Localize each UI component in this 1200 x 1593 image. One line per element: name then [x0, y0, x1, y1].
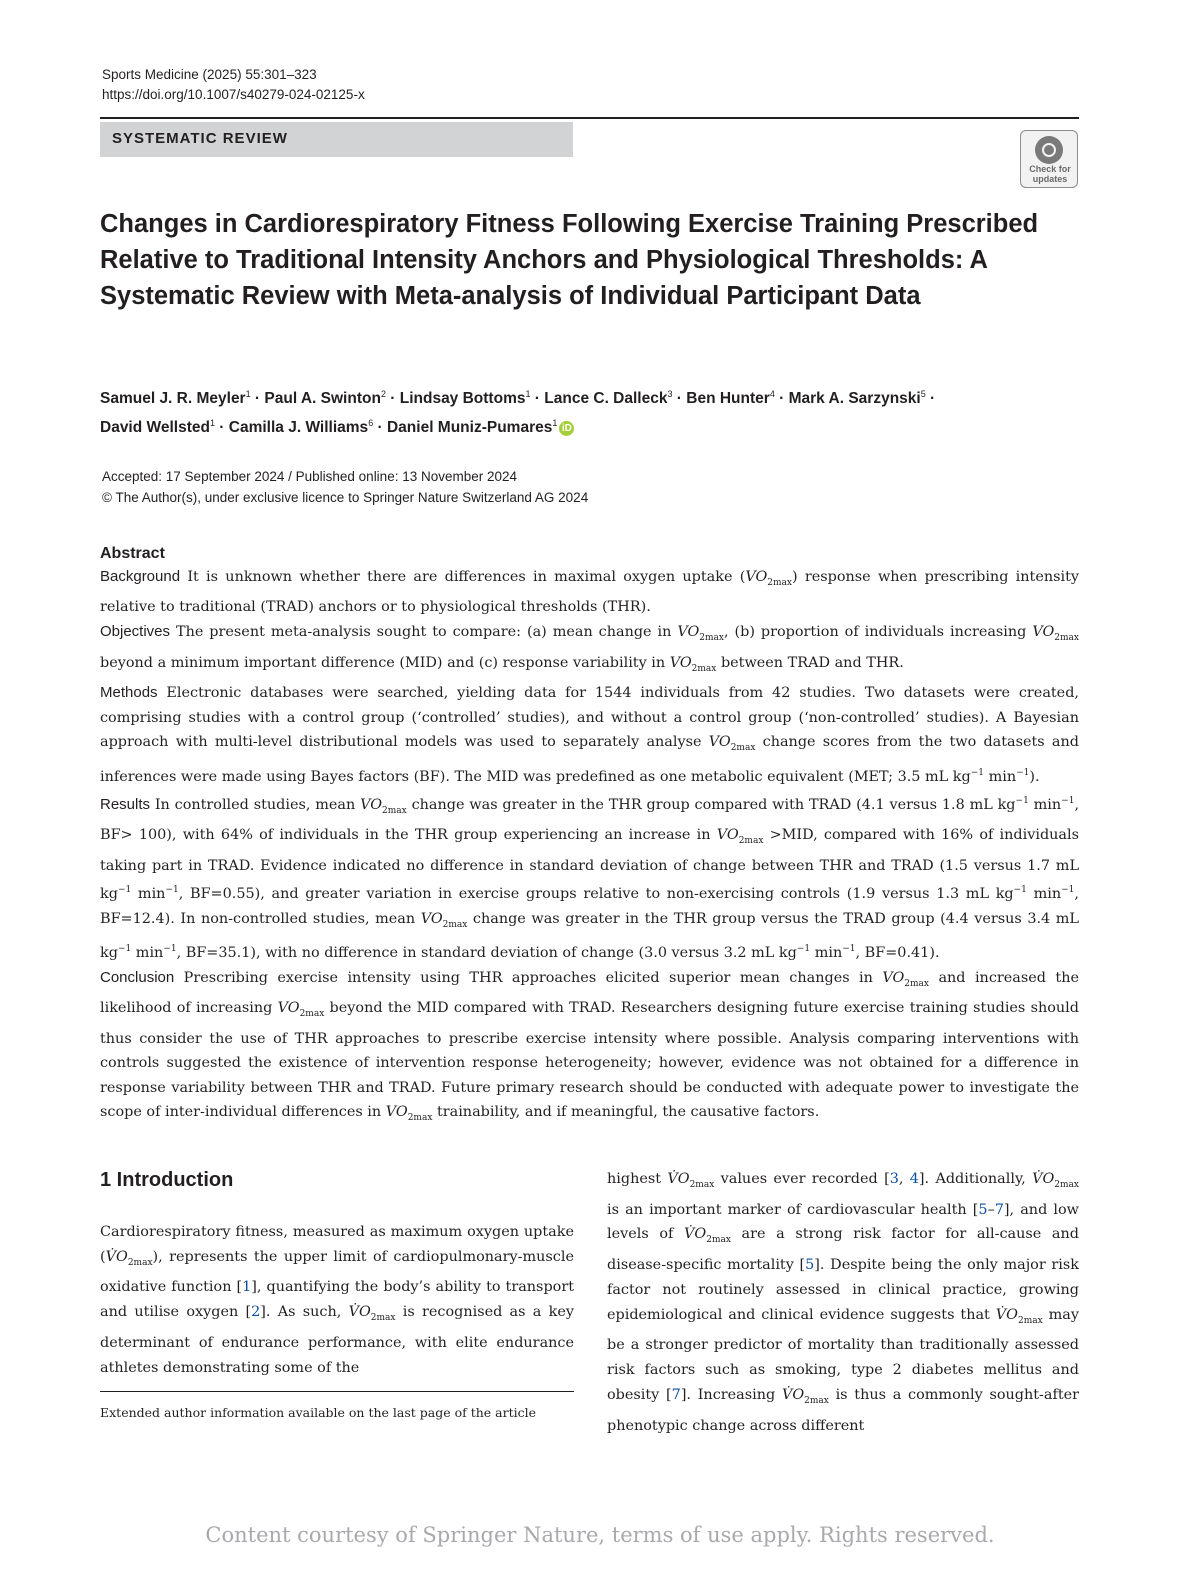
intro-paragraph: highest $V̇O_{2max}$ values ever recorded [3, 4]. Additionally, $V̇O_{2max}$ is an important marker of cardiovascular health [5–7], and low levels of $V̇O_{2max}$ are a strong risk factor for all-cause and disease-specific mortality [5]. Despite being the only major risk factor not routinely assessed in clinical practice, growing epidemiological and clinical evidence suggests that $V̇O_{2max}$ may be a stronger predictor of mortality than traditionally assessed risk factors such as smoking, type 2 diabetes mellitus and obesity [7]. Increasing $V̇O_{2max}$ is thus a commonly sought-after phenotypic change across different [607, 1171, 1080, 1434]
abstract [100, 543, 1079, 1131]
unit-exponent: −1 [117, 885, 132, 896]
author-name[interactable]: David Wellsted [100, 419, 210, 437]
unit-exponent: −1 [117, 944, 132, 955]
vo2max-symbol: $VO_{2max}$ [385, 1104, 433, 1124]
vo2max-symbol: $VO_{2max}$ [716, 827, 764, 847]
unit-exponent: −1 [796, 944, 811, 955]
article-title: Changes in Cardiorespiratory Fitness Following Exercise Training Prescribed Relative to Traditional Intensity Anchors and Physiological Thresholds: A Systematic Review with Meta-analysis of Individual Participant Data [100, 210, 1039, 310]
author-name[interactable]: Samuel J. R. Meyler [100, 390, 246, 408]
abstract-methods: Methods Electronic databases were searched, yielding data for 1544 individuals from 42 studies. Two datasets were created, comprising studies with a control group (‘controlled’ studies), and without a control group (‘non-controlled’ studies). A Bayesian approach with multi-level distributional models was used to separately analyse $VO_{2max}$ change scores from the two datasets and inferences were made using Bayes factors (BF). The MID was predefined as one metabolic equivalent (MET; 3.5 mL $kg^{-1}$ $\min^{-1}$). [100, 684, 1079, 785]
author-name[interactable]: Daniel Muniz-Pumares [386, 419, 553, 437]
abstract-objectives: Objectives The present meta-analysis sought to compare: (a) mean change in $VO_{2max}$, (b) proportion of individuals increasing $VO_{2max}$ beyond a minimum important difference (MID) and (c) response variability in $VO_{2max}$ between TRAD and THR. [100, 623, 1079, 674]
vo2max-symbol: $V̇O_{2max}$ [781, 1387, 829, 1406]
unit-exponent: −1 [842, 944, 856, 955]
vo2max-symbol: $V̇O_{2max}$ [105, 1248, 153, 1268]
affiliation-marker: 1 [245, 389, 251, 399]
orcid-icon[interactable]: iD [559, 421, 574, 436]
watermark: Content courtesy of Springer Nature, terms of use apply. Rights reserved. [205, 1523, 995, 1547]
abstract-background: Background It is unknown whether there are differences in maximal oxygen uptake $(VO_{2max})$ response when prescribing intensity relative to traditional (TRAD) anchors or to physiological thresholds (THR). [100, 568, 1080, 616]
citation-link[interactable]: 7 [994, 1201, 1004, 1218]
vo2max-symbol: $VO_{2max}$ [420, 910, 468, 930]
affiliation-marker: 2 [380, 389, 386, 399]
affiliation-marker: 6 [368, 418, 374, 429]
vo2max-symbol: $V̇O_{2max}$ [348, 1304, 396, 1324]
unit-exponent: −1 [163, 944, 177, 955]
affiliation-marker: 1 [552, 418, 558, 429]
journal-citation [102, 65, 365, 105]
badge-label: Check for updates [1029, 164, 1071, 184]
accepted-published: Accepted: 17 September 2024 / Published online: 13 November 2024 [102, 469, 518, 484]
unit-exponent: −1 [1016, 767, 1030, 778]
unit-exponent: −1 [165, 885, 179, 896]
abstract-results: Results In controlled studies, mean $VO_{2max}$ change was greater in the THR group compared with TRAD (4.1 versus 1.8 mL $kg^{-1}$ $\min^{-1}$, BF> 100), with 64% of individuals in the THR group experiencing an increase in $VO_{2max} >MID$, compared with 16% of individuals taking part in TRAD. Evidence indicated no difference in standard deviation of change between THR and TRAD (1.5 versus 1.7 mL $kg^{-1}$ $\min^{-1}$, BF=0.55), and greater variation in exercise groups relative to non-exercising controls (1.9 versus 1.3 mL $kg^{-1}$ $\min^{-1}$, BF=12.4). In non-controlled studies, mean $VO_{2max}$ change was greater in the THR group versus the TRAD group (4.4 versus 3.4 mL $kg^{-1}$ $\min^{-1}$, BF=35.1), with no difference in standard deviation of change (3.0 versus 3.2 mL $kg^{-1}$ $\min^{-1}$, BF=0.41). [100, 795, 1080, 962]
affiliation-marker: 1 [525, 389, 531, 399]
affiliation-marker: 1 [209, 418, 215, 429]
citation-link[interactable]: 2 [251, 1304, 261, 1321]
citation-link[interactable]: 5 [805, 1257, 815, 1274]
section-label: Conclusion [100, 968, 175, 986]
journal-line: Sports Medicine (2025) 55:301–323 [102, 67, 317, 82]
citation-link[interactable]: 3 [889, 1171, 899, 1187]
author-name[interactable]: Ben Hunter [686, 390, 770, 408]
vo2max-symbol: $V̇O_{2max}$ [995, 1306, 1043, 1326]
intro-right-column [607, 1167, 1079, 1438]
affiliation-marker: 4 [769, 389, 775, 399]
vo2max-symbol: $VO_{2max}$ [882, 969, 929, 989]
unit-exponent: −1 [1015, 796, 1029, 807]
intro-paragraph: Cardiorespiratory fitness, measured as maximum oxygen uptake $(V̇O_{2max})$, represents the upper limit of cardiopulmonary-muscle oxidative function [1], quantifying the body’s ability to transport and utilise oxygen [2]. As such, $V̇O_{2max}$ is recognised as a key determinant of endurance performance, with elite endurance athletes demonstrating some of the [100, 1224, 574, 1376]
abstract-heading: Abstract [100, 545, 165, 562]
intro-left-column [100, 1220, 574, 1381]
author-name[interactable]: Paul A. Swinton [264, 390, 381, 408]
citation-link[interactable]: 4 [909, 1171, 919, 1187]
author-name[interactable]: Camilla J. Williams [228, 419, 369, 437]
unit-exponent: −1 [970, 767, 985, 778]
check-for-updates-badge[interactable] [1020, 130, 1078, 188]
section-label: Background [100, 568, 181, 585]
publication-dates [102, 466, 588, 508]
vo2max-symbol: $VO_{2max}$ [669, 654, 717, 674]
vo2max-symbol: $VO_{2max}$ [1032, 624, 1079, 643]
vo2max-symbol: $V̇O_{2max}$ [684, 1226, 731, 1246]
section-label: Methods [100, 684, 158, 701]
header-rule [100, 117, 1079, 119]
citation-link[interactable]: 7 [671, 1387, 681, 1403]
author-name[interactable]: Lindsay Bottoms [399, 390, 526, 408]
doi-link[interactable]: https://doi.org/10.1007/s40279-024-02125-x [102, 87, 365, 102]
check-updates-icon [1035, 136, 1063, 164]
affiliation-marker: 5 [920, 389, 926, 399]
article-category: SYSTEMATIC REVIEW [112, 130, 288, 147]
vo2max-symbol: $VO_{2max}$ [677, 624, 724, 643]
author-list: Samuel J. R. Meyler$^1$ · Paul A. Swinton$^2$ · Lindsay Bottoms$^1$ · Lance C. Dalleck$^3$ · Ben Hunter$^4$ · Mark A. Sarzynski$^5$ · David Wellsted$^1$ · Camilla J. Williams$^6$ · Daniel Muniz-Pumares$^1$ iD [100, 389, 936, 437]
author-name[interactable]: Mark A. Sarzynski [788, 390, 921, 408]
vo2max-symbol: $V̇O_{2max}$ [667, 1171, 715, 1190]
affiliation-marker: 3 [667, 389, 673, 399]
section-label: Results [100, 795, 151, 813]
unit-exponent: −1 [1061, 796, 1075, 807]
section-heading-introduction: 1 Introduction [100, 1169, 234, 1191]
copyright-line: © The Author(s), under exclusive licence to Springer Nature Switzerland AG 2024 [102, 490, 589, 505]
vo2max-symbol: $V̇O_{2max}$ [1032, 1171, 1079, 1190]
article-category-banner [100, 122, 573, 157]
abstract-conclusion: Conclusion Prescribing exercise intensity using THR approaches elicited superior mean changes in $VO_{2max}$ and increased the likelihood of increasing $VO_{2max}$ beyond the MID compared with TRAD. Researchers designing future exercise training studies should thus consider the use of THR approaches to prescribe exercise intensity where possible. Analysis comparing interventions with controls suggested the existence of intervention response heterogeneity; however, evidence was not obtained for a difference in response variability between THR and TRAD. Future primary research should be conducted with adequate power to investigate the scope of inter-individual differences in $VO_{2max}$ trainability, and if meaningful, the causative factors. [100, 968, 1079, 1124]
vo2max-symbol: $VO_{2max}$ [745, 569, 792, 588]
footnote-rule [100, 1391, 574, 1392]
footnote: Extended author information available on the last page of the article [100, 1405, 537, 1420]
vo2max-symbol: $VO_{2max}$ [708, 734, 756, 754]
citation-link[interactable]: 1 [242, 1279, 252, 1296]
unit-exponent: −1 [1013, 885, 1027, 896]
vo2max-symbol: $VO_{2max}$ [360, 796, 407, 816]
unit-exponent: −1 [1061, 885, 1075, 896]
section-label: Objectives [100, 623, 171, 641]
citation-link[interactable]: 5 [978, 1201, 988, 1218]
author-name[interactable]: Lance C. Dalleck [544, 390, 668, 408]
vo2max-symbol: $VO_{2max}$ [277, 1000, 325, 1019]
